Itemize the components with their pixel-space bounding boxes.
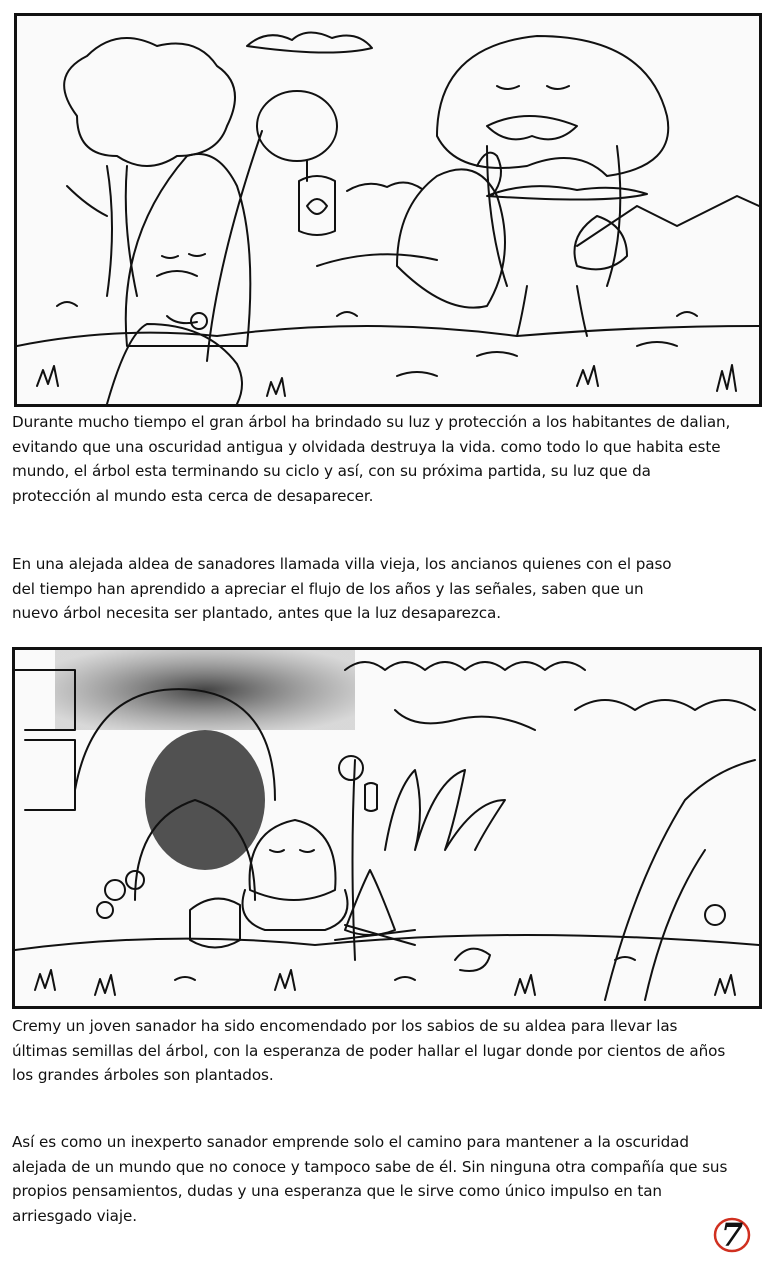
narration-journey [12,1130,758,1228]
narration-line: propios pensamientos, dudas y una esperanza que le sirve como único impulso en tan [12,1182,662,1200]
narration-line: los grandes árboles son plantados. [12,1066,274,1084]
narration-line: mundo, el árbol esta terminando su ciclo y así, con su próxima partida, su luz que da [12,462,651,480]
narration-line: últimas semillas del árbol, con la esperanza de poder hallar el lugar donde por cientos de años [12,1041,726,1060]
campfire-scene-illustration [15,650,759,1006]
narration-line: protección al mundo esta cerca de desaparecer. [12,486,374,505]
narration-line: arriesgado viaje. [12,1206,137,1225]
narration-line: En una alejada aldea de sanadores llamada villa vieja, los ancianos quienes con el paso [12,555,672,573]
page-number-text: 7 [720,1216,744,1254]
narration-line: alejada de un mundo que no conoce y tampoco sabe de él. Sin ninguna otra compañía que sus [12,1157,728,1176]
narration-line: Durante mucho tiempo el gran árbol ha brindado su luz y protección a los habitantes de dalian, [12,413,731,431]
elder-scene-illustration [17,16,759,404]
narration-line: nuevo árbol necesita ser plantado, antes que la luz desaparezca. [12,604,501,622]
narration-village [12,552,758,626]
narration-intro [12,410,758,508]
comic-panel-elder-scene [14,13,762,407]
comic-panel-campfire-scene [12,647,762,1009]
narration-line: del tiempo han aprendido a apreciar el flujo de los años y las señales, saben que un [12,579,644,598]
narration-line: Cremy un joven sanador ha sido encomendado por los sabios de su aldea para llevar las [12,1017,678,1035]
narration-line: evitando que una oscuridad antigua y olvidada destruya la vida. como todo lo que habita este [12,437,721,456]
narration-line: Así es como un inexperto sanador emprende solo el camino para mantener a la oscuridad [12,1133,689,1151]
narration-cremy [12,1014,758,1088]
page-number [712,1216,752,1254]
